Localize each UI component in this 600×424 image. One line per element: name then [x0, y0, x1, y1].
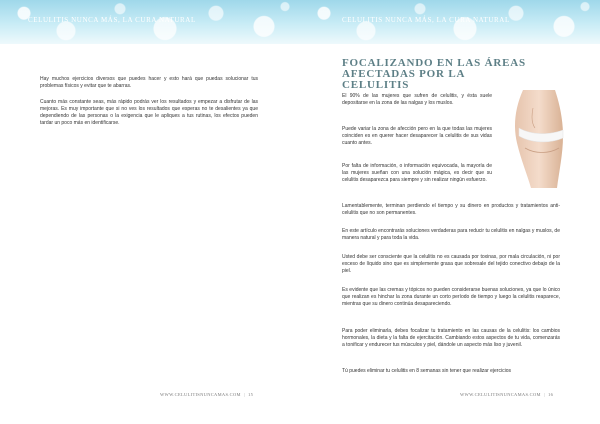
right-page	[300, 0, 600, 424]
section-title: FOCALIZANDO EN LAS ÁREAS AFECTADAS POR LA CELULITIS	[342, 57, 526, 91]
header-title-right: CELULITIS NUNCA MÁS, LA CURA NATURAL	[342, 16, 510, 24]
page-header-right	[300, 0, 600, 44]
paragraph: Es evidente que las cremas y tópicos no pueden considerarse buenas soluciones, ya que lo único que realizan es hinchar la zona durante un corto período de tiempo y luego la celulitis reaparece, mientras que su dinero continúa desapareciendo.	[342, 287, 560, 307]
footer-link[interactable]: WWW.CELULITISNUNCAMAS.COM	[460, 392, 541, 397]
paragraph: Hay muchos ejercicios diversos que puedes hacer y esto hará que puedas solucionar tus problemas físicos y evitar que te abarras.	[40, 76, 258, 89]
paragraph: En este artículo encontrarás soluciones verdaderas para reducir tu celulitis en nalgas y muslos, de manera natural y para toda la vida.	[342, 228, 560, 241]
paragraph: Por falta de información, o información equivocada, la mayoría de las mujeres sueñan con una solución mágica, es decir que su celulitis desaparezca para siempre y sin realizar ningún esfuerzo.	[342, 163, 492, 183]
page-number: 16	[548, 392, 554, 397]
footer-separator: |	[543, 392, 546, 397]
paragraph: El 90% de las mujeres que sufren de celulitis, y ésta suele depositarse en la zona de las nalgas y los muslos.	[342, 93, 492, 106]
paragraph: Puede variar la zona de afección pero en la que todas las mujeres coinciden es en querer hacer desaparecer la celulitis de sus vidas cuanto antes.	[342, 126, 492, 146]
paragraph: Usted debe ser consciente que la celulitis no es causada por toxinas, por mala circulación, ni por exceso de líquido sino que es simplemente grasa que sobresale del tejido conectivo debajo de la piel.	[342, 254, 560, 274]
paragraph: Cuanto más constante seas, más rápido podrás ver los resultados y empezar a disfrutar de las mejoras. Es muy importante que si no ves los resultados que esperas no te desalientes ya que dependiendo de las personas o la exigencia que le apliques a tus rutinas, los efectos pueden tardar un poco más en identificarse.	[40, 99, 258, 126]
paragraph: Lamentablemente, terminan perdiendo el tiempo y su dinero en productos y tratamientos anti-celulitis que no son permanentes.	[342, 203, 560, 216]
footer-separator: |	[243, 392, 246, 397]
footer-link[interactable]: WWW.CELULITISNUNCAMAS.COM	[160, 392, 241, 397]
page-header-left	[0, 0, 300, 44]
page-number: 15	[248, 392, 254, 397]
cellulite-photo	[505, 88, 575, 188]
paragraph: Para poder eliminarla, debes focalizar tu tratamiento en las causas de la celulitis: los cambios hormonales, la dieta y la falta de ejercitación. Cambiando estos aspectos de tu vida, comenzarás a tonificar y endurecer tus músculos y piel, dándole un aspecto más liso y juvenil.	[342, 328, 560, 348]
page-footer-right	[460, 392, 553, 397]
paragraph: Tú puedes eliminar tu celulitis en 8 semanas sin tener que realizar ejercicios	[342, 368, 511, 374]
header-title-left: CELULITIS NUNCA MÁS, LA CURA NATURAL	[28, 16, 196, 24]
page-footer-left	[160, 392, 253, 397]
